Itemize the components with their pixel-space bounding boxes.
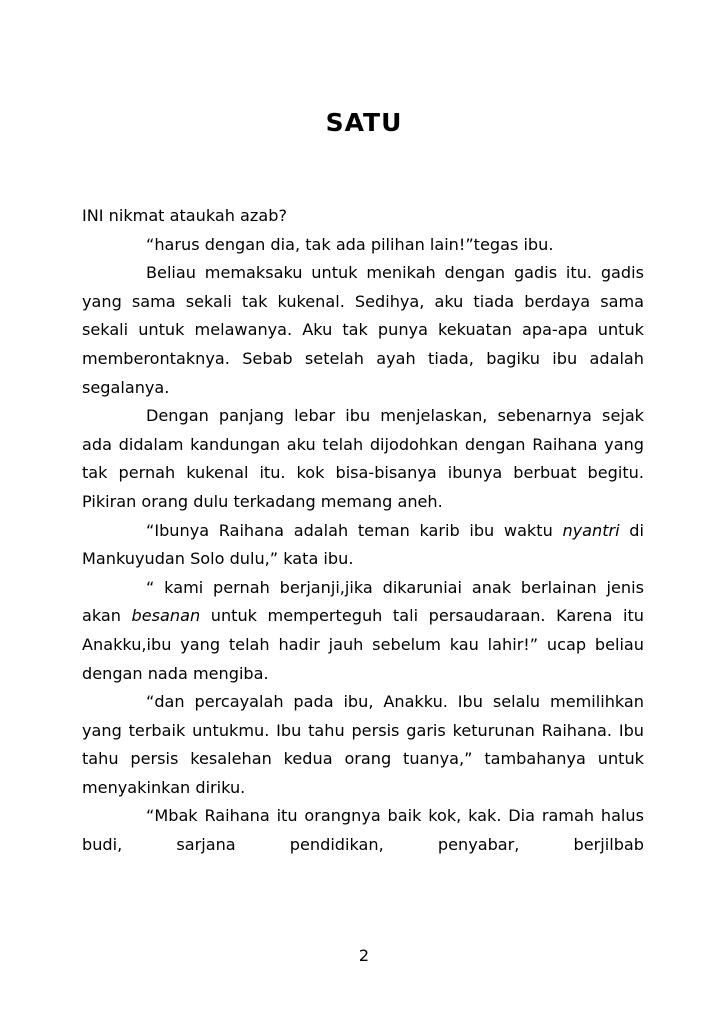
body-text bbox=[82, 202, 644, 860]
chapter-title: SATU bbox=[325, 108, 403, 137]
paragraph bbox=[82, 517, 644, 574]
paragraph: Beliau memaksaku untuk menikah dengan gadis itu. gadis yang sama sekali tak kukenal. Sedihya, aku tiada berdaya sama sekali untuk melawanya. Aku tak punya kekuatan apa-apa untuk memberontaknya. Sebab setelah ayah tiada, bagiku ibu adalah segalanya. bbox=[82, 263, 644, 397]
text-span: untuk memperteguh tali persaudaraan. Karena itu Anakku,ibu yang telah hadir jauh sebelum kau lahir!” ucap beliau dengan nada mengiba. bbox=[82, 606, 644, 683]
text-span: di Mankuyudan Solo dulu,” kata ibu. bbox=[82, 520, 644, 569]
paragraph: Dengan panjang lebar ibu menjelaskan, sebenarnya sejak ada didalam kandungan aku telah dijodohkan dengan Raihana yang tak pernah kukenal itu. kok bisa-bisanya ibunya berbuat begitu. Pikiran orang dulu terkadang memang aneh. bbox=[82, 406, 644, 511]
text-span: “Ibunya Raihana adalah teman karib ibu waktu bbox=[146, 520, 563, 540]
italic-term: besanan bbox=[131, 606, 201, 626]
page-number: 2 bbox=[358, 946, 370, 965]
paragraph bbox=[82, 574, 644, 688]
text-span: “ kami pernah berjanji,jika dikaruniai anak berlainan jenis akan bbox=[82, 577, 644, 626]
paragraph: “Mbak Raihana itu orangnya baik kok, kak. Dia ramah halus budi, sarjana pendidikan, penyabar, berjilbab bbox=[82, 806, 644, 855]
paragraph: “harus dengan dia, tak ada pilihan lain!”tegas ibu. bbox=[146, 234, 554, 254]
paragraph: “dan percayalah pada ibu, Anakku. Ibu selalu memilihkan yang terbaik untukmu. Ibu tahu persis garis keturunan Raihana. Ibu tahu persis kesalehan kedua orang tuanya,” tambahanya untuk menyakinkan diriku. bbox=[82, 692, 644, 797]
paragraph: INI nikmat ataukah azab? bbox=[82, 206, 287, 225]
italic-term: nyantri bbox=[562, 520, 620, 540]
